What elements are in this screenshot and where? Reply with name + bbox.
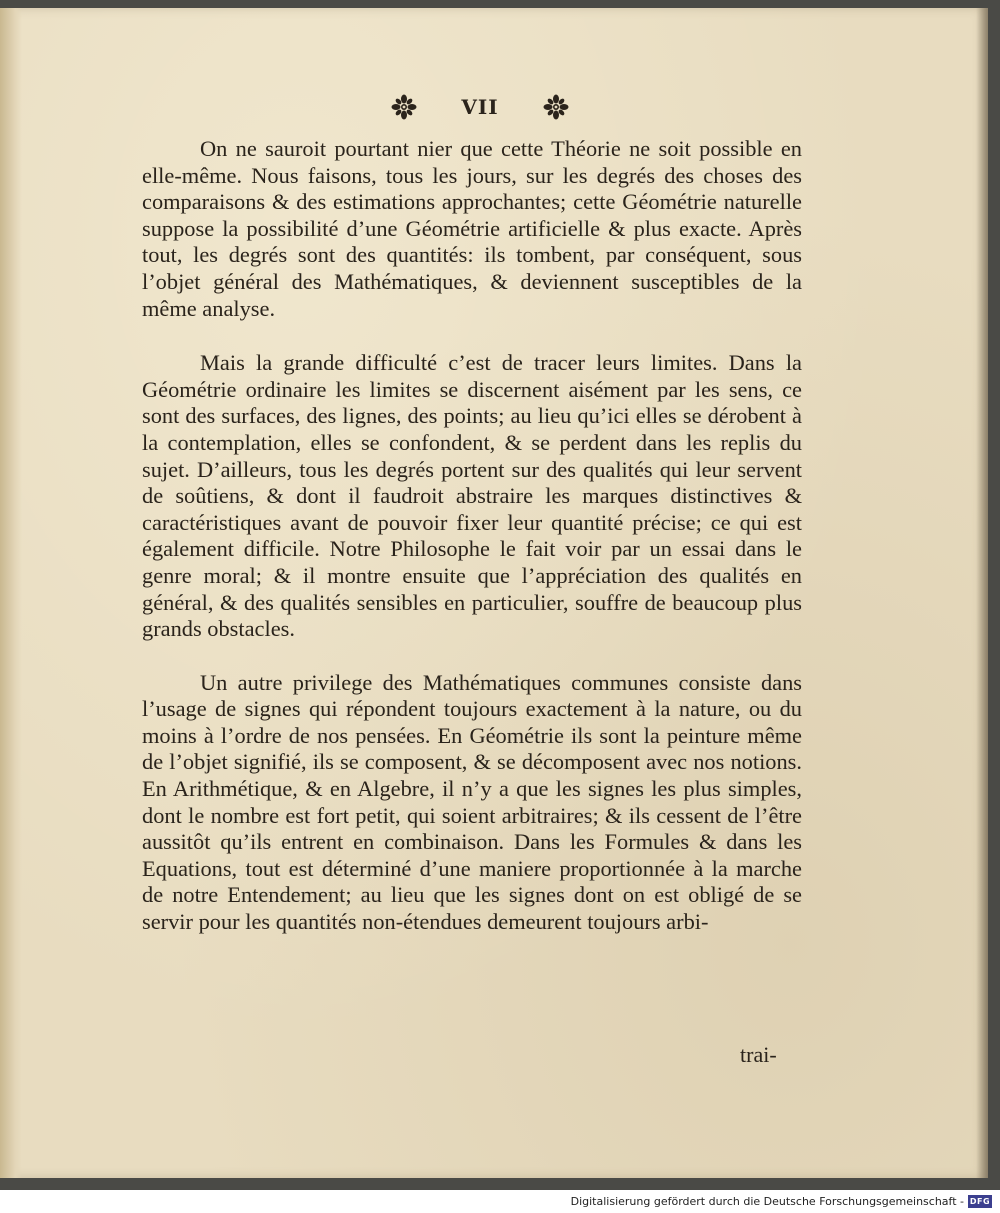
body-text	[142, 136, 802, 936]
paragraph-2: Mais la grande difficulté c’est de tracer leurs limites. Dans la Géométrie ordinaire les limites se discernent aisément par les sens, ce sont des surfaces, des lignes, des points; au lieu qu’ici elles se dérobent à la contemplation, elles se confondent, & se perdent dans les replis du sujet. D’ailleurs, tous les degrés portent sur des qualités qui leur servent de soûtiens, & dont il faudroit abstraire les marques distinctives & caractéristiques avant de pouvoir fixer leur quantité précise; ce qui est également difficile. Notre Philosophe le fait voir par un essai dans le genre moral; & il montre ensuite que l’appréciation des qualités en général, & des qualités sensibles en particulier, souffre de beaucoup plus grands obstacles.	[142, 350, 802, 642]
page-gutter	[0, 8, 22, 1178]
paragraph-1: On ne sauroit pourtant nier que cette Théorie ne soit possible en elle-même. Nous faisons, tous les jours, sur les degrés des choses des comparaisons & des estimations approchantes; cette Géométrie naturelle suppose la possibilité d’une Géométrie artificielle & plus exacte. Après tout, les degrés sont des quantités: ils tombent, par conséquent, sous l’objet général des Mathématiques, & deviennent susceptibles de la même analyse.	[142, 136, 802, 321]
page-edge-shadow	[976, 8, 988, 1178]
dfg-logo: DFG	[969, 1197, 991, 1206]
page-header	[360, 90, 600, 124]
fleuron-icon	[391, 94, 417, 120]
fleuron-icon	[543, 94, 569, 120]
footer-credit: Digitalisierung gefördert durch die Deutsche Forschungsgemeinschaft -	[570, 1195, 964, 1208]
page-number: VII	[461, 95, 499, 119]
catchword: trai-	[740, 1042, 777, 1067]
paragraph-3: Un autre privilege des Mathématiques communes consiste dans l’usage de signes qui répondent toujours exactement à la nature, ou du moins à l’ordre de nos pensées. En Géométrie ils sont la peinture même de l’objet signifié, ils se composent, & se décomposent avec nos notions. En Arithmétique, & en Algebre, il n’y a que les signes les plus simples, dont le nombre est fort petit, qui soient arbitraires; & ils cessent de l’être aussitôt qu’ils entrent en combinaison. Dans les Formules & dans les Equations, tout est déterminé d’une maniere proportionnée à la marche de notre Entendement; au lieu que les signes dont on est obligé de se servir pour les quantités non-étendues demeurent toujours arbi-	[142, 669, 802, 935]
